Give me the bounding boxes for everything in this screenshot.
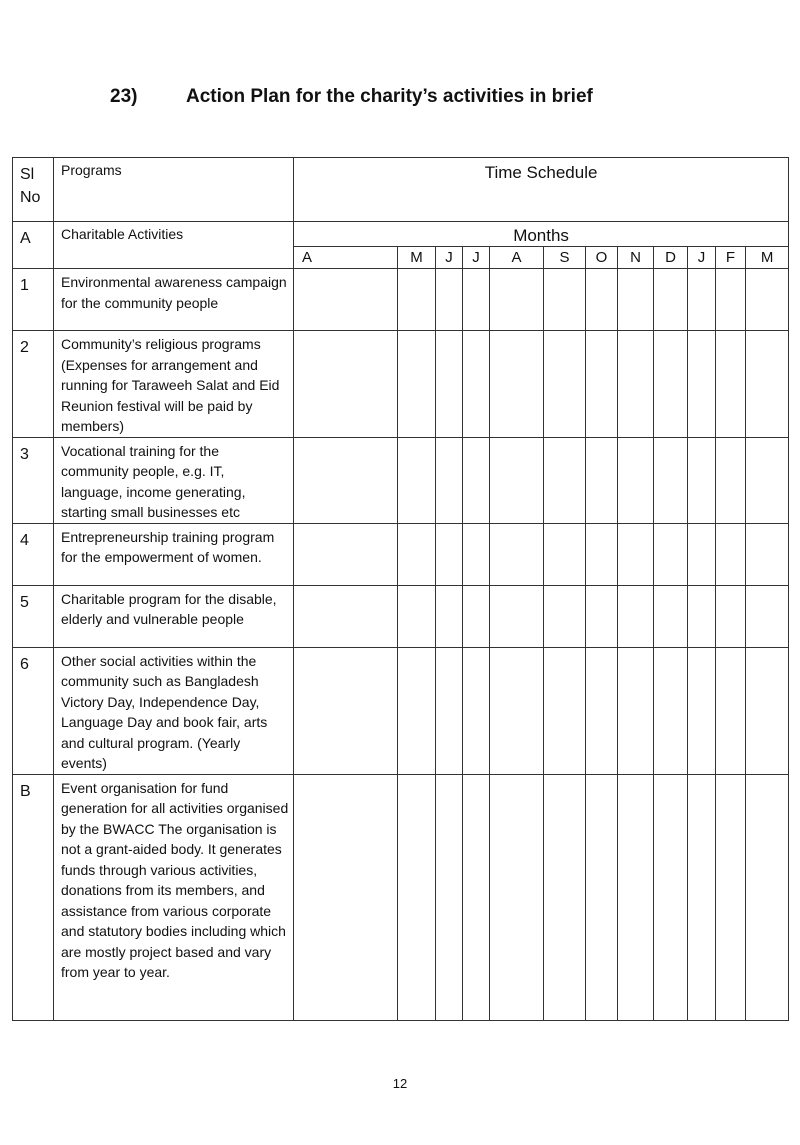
schedule-cell [618, 269, 654, 331]
schedule-cell [463, 585, 490, 647]
schedule-cell [398, 437, 436, 523]
schedule-cell [490, 523, 544, 585]
schedule-cell [544, 269, 586, 331]
schedule-cell [716, 647, 746, 774]
schedule-cell [654, 523, 688, 585]
months-header: Months [294, 222, 789, 247]
row-sl: 1 [13, 269, 54, 331]
schedule-cell [716, 331, 746, 438]
schedule-cell [436, 523, 463, 585]
schedule-cell [490, 774, 544, 1020]
time-schedule-header: Time Schedule [294, 158, 789, 222]
month-cell: O [586, 247, 618, 269]
schedule-cell [688, 585, 716, 647]
schedule-cell [654, 437, 688, 523]
schedule-cell [294, 269, 398, 331]
schedule-cell [618, 523, 654, 585]
schedule-cell [490, 437, 544, 523]
table-header-row [13, 158, 789, 222]
schedule-cell [654, 774, 688, 1020]
schedule-cell [294, 647, 398, 774]
table-row [13, 437, 789, 523]
schedule-cell [398, 269, 436, 331]
row-sl: 2 [13, 331, 54, 438]
row-program: Other social activities within the community such as Bangladesh Victory Day, Independence Day, Language Day and book fair, arts and cultural program. (Yearly events) [54, 647, 294, 774]
schedule-cell [746, 331, 789, 438]
schedule-cell [586, 269, 618, 331]
month-cell: M [746, 247, 789, 269]
schedule-cell [586, 437, 618, 523]
schedule-cell [746, 523, 789, 585]
month-cell: F [716, 247, 746, 269]
table-row [13, 585, 789, 647]
schedule-cell [398, 774, 436, 1020]
schedule-cell [463, 647, 490, 774]
schedule-cell [586, 774, 618, 1020]
schedule-cell [746, 585, 789, 647]
schedule-cell [586, 585, 618, 647]
table-row [13, 523, 789, 585]
schedule-cell [490, 647, 544, 774]
schedule-cell [294, 437, 398, 523]
schedule-cell [463, 774, 490, 1020]
section-a-row [13, 222, 789, 247]
row-program: Vocational training for the community people, e.g. IT, language, income generating, starting small businesses etc [54, 437, 294, 523]
schedule-cell [688, 437, 716, 523]
schedule-cell [294, 585, 398, 647]
month-cell: D [654, 247, 688, 269]
schedule-cell [618, 331, 654, 438]
table-row [13, 269, 789, 331]
row-program: Event organisation for fund generation for all activities organised by the BWACC The organisation is not a grant-aided body. It generates funds through various activities, donations from its members, and assistance from various corporate and statutory bodies including which are mostly project based and vary from year to year. [54, 774, 294, 1020]
row-program: Entrepreneurship training program for the empowerment of women. [54, 523, 294, 585]
schedule-cell [586, 331, 618, 438]
schedule-cell [716, 269, 746, 331]
schedule-cell [436, 269, 463, 331]
section-a-label: Charitable Activities [54, 222, 294, 269]
schedule-cell [544, 647, 586, 774]
schedule-cell [294, 774, 398, 1020]
schedule-cell [688, 647, 716, 774]
schedule-cell [654, 585, 688, 647]
schedule-cell [436, 437, 463, 523]
sl-no-header: Sl No [13, 158, 54, 222]
schedule-cell [463, 523, 490, 585]
row-sl: 6 [13, 647, 54, 774]
schedule-cell [544, 585, 586, 647]
schedule-cell [716, 774, 746, 1020]
schedule-cell [688, 774, 716, 1020]
schedule-cell [654, 647, 688, 774]
row-sl: 3 [13, 437, 54, 523]
schedule-cell [688, 523, 716, 585]
schedule-cell [436, 774, 463, 1020]
schedule-cell [688, 269, 716, 331]
schedule-cell [398, 523, 436, 585]
month-cell: N [618, 247, 654, 269]
row-program: Community’s religious programs (Expenses for arrangement and running for Taraweeh Salat and Eid Reunion festival will be paid by members) [54, 331, 294, 438]
schedule-cell [490, 585, 544, 647]
section-a-code: A [13, 222, 54, 269]
schedule-cell [716, 585, 746, 647]
row-program: Charitable program for the disable, elderly and vulnerable people [54, 585, 294, 647]
schedule-cell [654, 331, 688, 438]
schedule-cell [436, 331, 463, 438]
month-cell: S [544, 247, 586, 269]
action-plan-table [12, 157, 789, 1021]
schedule-cell [398, 647, 436, 774]
schedule-cell [618, 585, 654, 647]
row-sl: 5 [13, 585, 54, 647]
schedule-cell [688, 331, 716, 438]
schedule-cell [746, 774, 789, 1020]
row-sl: B [13, 774, 54, 1020]
page-number: 12 [392, 1076, 408, 1091]
schedule-cell [586, 523, 618, 585]
schedule-cell [654, 269, 688, 331]
row-program: Environmental awareness campaign for the community people [54, 269, 294, 331]
table-row [13, 774, 789, 1020]
schedule-cell [398, 331, 436, 438]
month-cell: A [490, 247, 544, 269]
schedule-cell [618, 647, 654, 774]
schedule-cell [294, 523, 398, 585]
month-cell: A [294, 247, 398, 269]
schedule-cell [490, 331, 544, 438]
month-cell: M [398, 247, 436, 269]
section-heading [110, 86, 593, 108]
schedule-cell [544, 331, 586, 438]
schedule-cell [490, 269, 544, 331]
month-cell: J [688, 247, 716, 269]
schedule-cell [544, 523, 586, 585]
month-cell: J [463, 247, 490, 269]
schedule-cell [746, 269, 789, 331]
table-row [13, 331, 789, 438]
schedule-cell [463, 331, 490, 438]
schedule-cell [544, 437, 586, 523]
schedule-cell [746, 647, 789, 774]
programs-header: Programs [54, 158, 294, 222]
schedule-cell [463, 269, 490, 331]
schedule-cell [398, 585, 436, 647]
schedule-cell [544, 774, 586, 1020]
row-sl: 4 [13, 523, 54, 585]
schedule-cell [618, 437, 654, 523]
section-number: 23) [110, 86, 138, 107]
schedule-cell [436, 647, 463, 774]
schedule-cell [618, 774, 654, 1020]
schedule-cell [294, 331, 398, 438]
table-row [13, 647, 789, 774]
section-title: Action Plan for the charity’s activities in brief [186, 86, 593, 107]
schedule-cell [716, 523, 746, 585]
schedule-cell [716, 437, 746, 523]
schedule-cell [463, 437, 490, 523]
schedule-cell [436, 585, 463, 647]
schedule-cell [586, 647, 618, 774]
schedule-cell [746, 437, 789, 523]
month-cell: J [436, 247, 463, 269]
